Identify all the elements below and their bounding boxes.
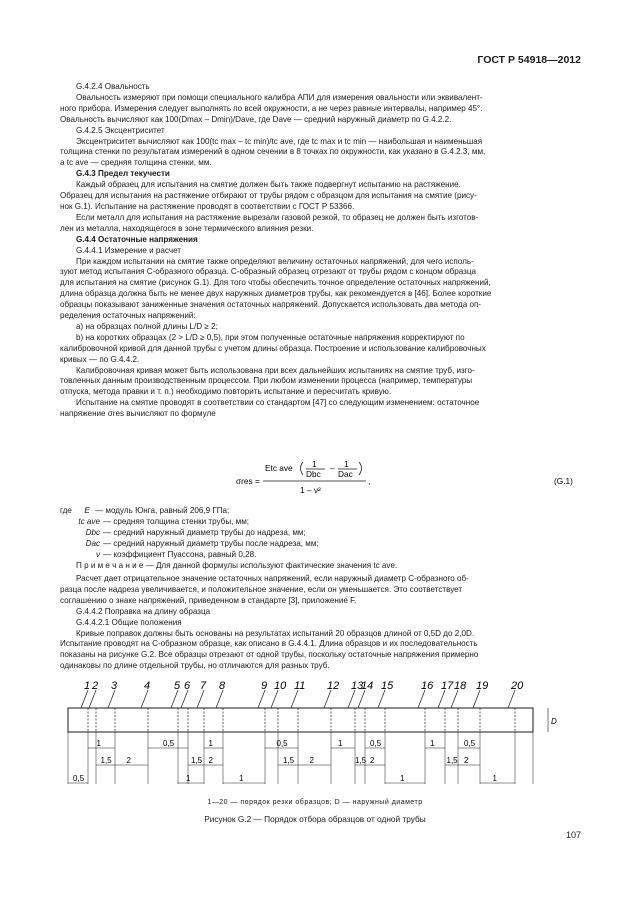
dim-row2-label: 2 xyxy=(370,756,375,765)
tail-text xyxy=(60,574,582,672)
legend-row xyxy=(60,517,582,528)
dim-row1-label: 1 xyxy=(430,739,435,748)
section-heading: G.4.4.1 Измерение и расчет xyxy=(76,245,182,255)
section-heading: G.4.2.4 Овальность xyxy=(76,82,150,91)
legend-text: — коэффициент Пуассона, равный 0,28. xyxy=(103,549,257,559)
cut-number: 3 xyxy=(111,680,118,692)
cut-number: 16 xyxy=(421,680,434,692)
dim-row3-label: 1 xyxy=(186,774,191,783)
formula-coef: Etc ave xyxy=(265,463,293,473)
dim-row2-label: 1,5 xyxy=(100,756,112,765)
cut-leader xyxy=(141,690,148,708)
section-heading: G.4.4.2.1 Общие положения xyxy=(76,617,182,627)
text-line: толщина стенки по результатам измерений в одном сечении в 8 точках по окружности, как указано в G.4.2.3, мм, xyxy=(60,147,486,157)
section-heading: G.4.2.5 Эксцентриситет xyxy=(76,125,165,135)
cut-number: 1 xyxy=(84,680,91,692)
formula-minus: – xyxy=(330,463,335,473)
left-paren xyxy=(301,462,304,475)
cut-number: 12 xyxy=(327,680,340,692)
dim-row1-label: 0,5 xyxy=(163,739,175,748)
section-heading: G.4.4 Остаточные напряжения xyxy=(76,234,198,244)
dim-row3-label: 0,5 xyxy=(73,774,85,783)
formula-g1 xyxy=(60,459,582,499)
text-line: длина образца должна быть не менее двух наружных диаметров трубы, как рекомендуется в [46]. Более короткие xyxy=(60,289,492,299)
cut-leader xyxy=(271,690,278,708)
dim-row3-label: 1 xyxy=(239,774,244,783)
text-line: Расчет дает отрицательное значение остаточных напряжений, если наружный диаметр С-образного об- xyxy=(76,574,469,583)
text-line: товленных данным производственным процессом. При любом изменении процесса (например, температуры xyxy=(60,376,473,386)
text-line: Эксцентриситет вычисляют как 100(tc max – tc min)/tc ave, где tc max и tc min — наибольшая и наименьшая xyxy=(76,136,483,146)
cut-leader xyxy=(108,690,115,708)
cut-number: 10 xyxy=(274,680,287,692)
legend-symbol: Dbc xyxy=(85,527,100,537)
cut-number: 14 xyxy=(361,680,374,692)
cut-number: 20 xyxy=(511,680,524,692)
list-item: a) на образцах полной длины L/D ≥ 2; xyxy=(76,321,218,331)
cut-leader xyxy=(291,690,298,708)
text-line: Образец для испытания на растяжение отбирают от трубы рядом с образцом для испытания на смятие (рису- xyxy=(60,191,477,201)
cut-number: 17 xyxy=(441,680,454,692)
cut-leader xyxy=(216,690,223,708)
cut-number: 9 xyxy=(261,680,268,692)
formula-number: (G.1) xyxy=(554,476,573,486)
dim-row1-label: 1 xyxy=(338,739,343,748)
cut-number: 15 xyxy=(381,680,394,692)
cut-leader xyxy=(89,690,96,708)
section-heading: G.4.3 Предел текучести xyxy=(76,169,170,179)
cut-leader xyxy=(418,690,425,708)
text-line: Испытание на смятие проводят в соответствии со стандартом [47] со следующим изменением: остаточное xyxy=(76,398,480,408)
legend-text: — средний наружный диаметр трубы до надреза, мм; xyxy=(103,527,306,537)
legend-symbol: tc ave xyxy=(78,516,100,526)
cut-number: 6 xyxy=(184,680,191,692)
dim-row1-label: 1 xyxy=(96,739,101,748)
cut-number: 11 xyxy=(294,680,306,692)
dim-row2-label: 2 xyxy=(208,756,213,765)
dim-row2-label: 2 xyxy=(126,756,131,765)
text-line: отпуска, метода правки и т. п.) необходимо повторить испытание и пересчитать кривую. xyxy=(60,387,392,397)
cut-leader xyxy=(81,690,88,708)
cut-leader xyxy=(181,690,188,708)
text-line: Калибровочная кривая может быть использована при всех дальнейших испытаниях на смятие труб, изго- xyxy=(76,365,475,375)
text-line: При каждом испытании на смятие также определяют величину остаточных напряжений, для чего исполь- xyxy=(76,256,474,266)
cut-number: 2 xyxy=(92,680,99,692)
right-paren xyxy=(359,462,362,475)
text-line: напряжение σres вычисляют по формуле xyxy=(60,409,216,419)
formula-lhs: σres = xyxy=(236,476,260,486)
legend-symbol: ν xyxy=(95,549,100,559)
cut-number: 4 xyxy=(144,680,151,692)
diameter-label: D xyxy=(551,717,557,726)
dim-row3-label: 1 xyxy=(400,774,405,783)
text-line: ределения остаточных напряжений: xyxy=(60,311,196,321)
cut-number: 19 xyxy=(476,680,489,692)
legend-row xyxy=(60,539,582,550)
legend-text: — модуль Юнга, равный 206,9 ГПа; xyxy=(95,506,230,515)
text-line: зуют метод испытания С-образного образца. С-образный образец отрезают от трубы рядом с концом образца xyxy=(60,267,476,277)
cut-leader xyxy=(451,690,458,708)
standard-header: ГОСТ Р 54918—2012 xyxy=(477,54,581,66)
text-line: лен из металла, находящегося в зоне термического влияния резки. xyxy=(60,223,314,233)
dim-row2-label: 2 xyxy=(309,756,314,765)
cut-number: 13 xyxy=(351,680,364,692)
legend-row xyxy=(60,506,582,517)
formula-legend xyxy=(60,506,582,571)
frac1-num: 1 xyxy=(312,459,317,469)
cut-leader xyxy=(358,690,365,708)
section-heading: G.4.4.2 Поправка на длину образца xyxy=(76,606,211,616)
dim-row1-label: 0,5 xyxy=(276,739,288,748)
legend-text: — средний наружный диаметр трубы после надреза, мм; xyxy=(103,538,319,548)
cut-leader xyxy=(473,690,480,708)
text-line: ного прибора. Измерения следует выполнять по всей окружности, а не через равные интервалы, например 45°. xyxy=(60,103,483,113)
cut-leader xyxy=(258,690,265,708)
formula-denominator: 1 – ν² xyxy=(300,485,321,495)
dim-row2-label: 1,5 xyxy=(283,756,295,765)
dim-row2-label: 1,5 xyxy=(446,756,458,765)
formula-period: , xyxy=(368,476,371,486)
text-line: нок G.1). Испытание на растяжение проводят в соответствии с ГОСТ Р 53366. xyxy=(60,201,355,211)
frac2-den: Dac xyxy=(338,469,353,479)
dim-row2-label: 1,5 xyxy=(191,756,203,765)
dim-row1-label: 1 xyxy=(208,739,213,748)
text-line: показаны на рисунке G.2. Все образцы отрезают от одной трубы, поскольку остаточные напряжения примерно xyxy=(60,650,479,660)
text-line: Овальность вычисляют как 100(Dmax – Dmin)/Dave, где Dave — средний наружный диаметр по G.4.2.2. xyxy=(60,114,452,124)
legend-text: — средняя толщина стенки трубы, мм; xyxy=(103,516,250,526)
text-line: кривых — по G.4.4.2. xyxy=(60,354,140,364)
cut-leader xyxy=(438,690,445,708)
note-line: П р и м е ч а н и е — Для данной формулы используют фактические значения tc ave. xyxy=(76,560,398,570)
legend-row xyxy=(60,528,582,539)
legend-symbol: E xyxy=(84,506,90,515)
cut-number: 7 xyxy=(200,680,207,692)
dim-row3-label: 1 xyxy=(492,774,497,783)
text-line: образцы показывают заниженные значения остаточных напряжений. Допускается использовать два метода оп- xyxy=(60,300,482,310)
list-item: b) на коротких образцах (2 > L/D ≥ 0,5), при этом полученные остаточные напряжения корректируют по xyxy=(76,332,465,342)
dim-row1-label: 0,5 xyxy=(370,739,382,748)
legend-row xyxy=(60,550,582,561)
cut-leader xyxy=(171,690,178,708)
frac2-num: 1 xyxy=(344,459,349,469)
cut-number: 18 xyxy=(454,680,467,692)
legend-prefix: где xyxy=(60,506,72,515)
cut-leader xyxy=(348,690,355,708)
text-line: Овальность измеряют при помощи специального калибра АПИ для измерения овальности или эквивалент- xyxy=(76,92,483,102)
dim-row2-label: 1,5 xyxy=(355,756,367,765)
main-text xyxy=(60,82,582,420)
text-line: одинаковы по длине отдельной трубы, но отличаются для разных труб. xyxy=(60,661,330,671)
cut-number: 8 xyxy=(219,680,226,692)
text-line: Кривые поправок должны быть основаны на результатах испытаний 20 образцов длиной от 0,5D до 2,0D. xyxy=(76,628,475,638)
pipe-cutting-figure xyxy=(40,680,570,792)
text-line: соглашению о знаке напряжений, приведенном в стандарте [3], приложение F. xyxy=(60,595,357,605)
cut-number: 5 xyxy=(174,680,181,692)
text-line: для испытания на смятие (рисунок G.1). Для того чтобы обеспечить точное определение остаточных напряжений, xyxy=(60,278,491,288)
page-number: 107 xyxy=(565,830,581,840)
text-line: разца после надреза увеличивается, и положительное значение, если он уменьшается. Это соответствует xyxy=(60,584,463,594)
cut-leader xyxy=(508,690,515,708)
text-line: Каждый образец для испытания на смятие должен быть также подвергнут испытанию на растяжение. xyxy=(76,180,461,190)
text-line: Если металл для испытания на растяжение вырезали газовой резкой, то образец не должен быть изготов- xyxy=(76,212,479,222)
dim-row1-label: 0,5 xyxy=(464,739,476,748)
pipe-outline xyxy=(68,708,533,732)
figure-note: 1—20 — порядок резки образцов; D — наружный диаметр xyxy=(207,799,423,806)
frac1-den: Dbc xyxy=(306,469,321,479)
cut-leader xyxy=(197,690,204,708)
text-line: Испытание проводят на С-образном образце, как описано в G.4.4.1. Длина образцов и их последовательность xyxy=(60,639,478,649)
text-line: калибровочной кривой для данной трубы с учетом длины образца. Построение и использование калибровочных xyxy=(60,343,486,353)
cut-leader xyxy=(324,690,331,708)
legend-symbol: Dac xyxy=(85,538,100,548)
dim-row2-label: 2 xyxy=(464,756,469,765)
text-line: а tc ave — средняя толщина стенки, мм. xyxy=(60,158,212,168)
figure-caption: Рисунок G.2 — Порядок отбора образцов от одной трубы xyxy=(204,814,426,824)
cut-leader xyxy=(378,690,385,708)
